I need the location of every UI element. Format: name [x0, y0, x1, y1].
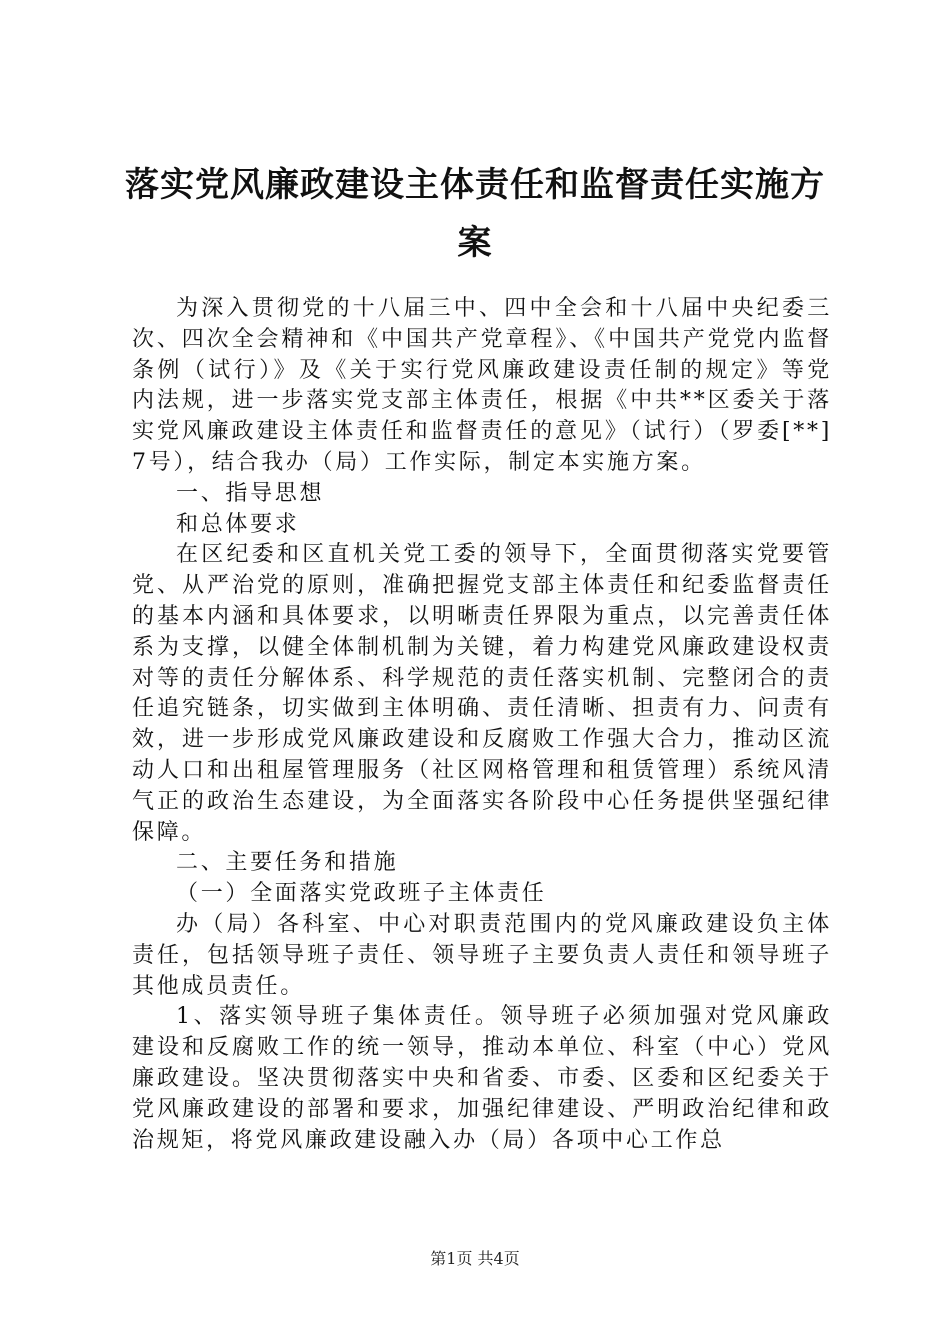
section-heading-overall-requirements: 和总体要求 — [176, 511, 300, 537]
document-title: 落实党风廉政建设主体责任和监督责任实施方案 — [125, 165, 825, 263]
paragraph-intro: 为深入贯彻党的十八届三中、四中全会和十八届中央纪委三次、四次全会精神和《中国共产党章程》、《中国共产党党内监督条例（试行）》及《关于实行党风廉政建设责任制的规定》等党内法规，进一步落实党支部主体责任，根据《中共**区委关于落实党风廉政建设主体责任和监督责任的意见》（试行）（罗委[**]7号），结合我办（局）工作实际，制定本实施方案。 — [132, 296, 832, 475]
paragraph-item-1: 1、落实领导班子集体责任。领导班子必须加强对党风廉政建设和反腐败工作的统一领导，推动本单位、科室（中心）党风廉政建设。坚决贯彻落实中央和省委、市委、区委和区纪委关于党风廉政建设的部署和要求，加强纪律建设、严明政治纪律和政治规矩，将党风廉政建设融入办（局）各项中心工作总 — [132, 1004, 832, 1153]
paragraph-responsibility-scope: 办（局）各科室、中心对职责范围内的党风廉政建设负主体责任，包括领导班子责任、领导班子主要负责人责任和领导班子其他成员责任。 — [132, 911, 832, 999]
section-heading-guiding-ideology: 一、指导思想 — [176, 480, 325, 506]
subsection-heading-party-responsibility: （一）全面落实党政班子主体责任 — [176, 881, 547, 907]
section-heading-main-tasks: 二、主要任务和措施 — [176, 850, 399, 876]
page-footer: 第1页 共4页 — [430, 1249, 520, 1268]
document-body — [132, 294, 832, 1156]
paragraph-overall-requirements: 在区纪委和区直机关党工委的领导下，全面贯彻落实党要管党、从严治党的原则，准确把握党支部主体责任和纪委监督责任的基本内涵和具体要求，以明晰责任界限为重点，以完善责任体系为支撑，以健全体制机制为关键，着力构建党风廉政建设权责对等的责任分解体系、科学规范的责任落实机制、完整闭合的责任追究链条，切实做到主体明确、责任清晰、担责有力、问责有效，进一步形成党风廉政建设和反腐败工作强大合力，推动区流动人口和出租屋管理服务（社区网格管理和租赁管理）系统风清气正的政治生态建设，为全面落实各阶段中心任务提供坚强纪律保障。 — [132, 542, 832, 845]
